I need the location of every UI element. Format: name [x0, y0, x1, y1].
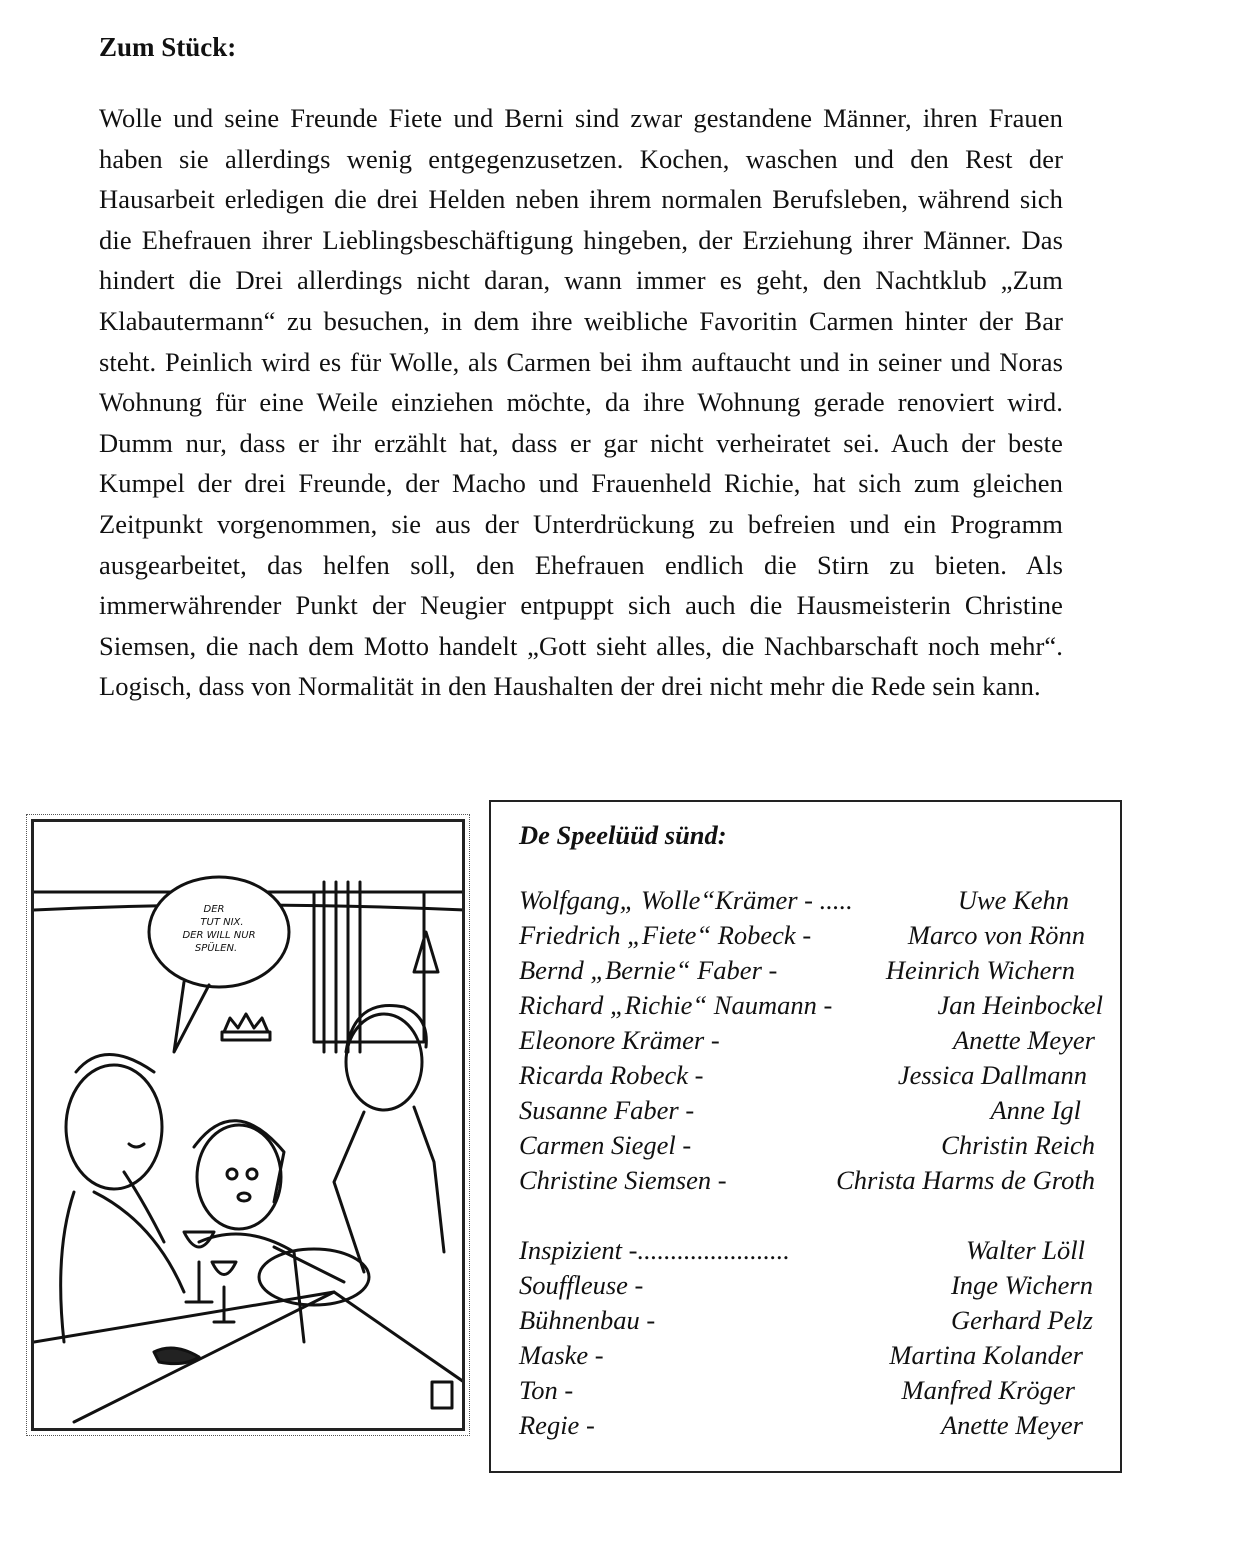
cast-role: Eleonore Krämer -	[519, 1025, 720, 1055]
crew-member: Walter Löll	[965, 1235, 1085, 1265]
crew-role: Ton -	[519, 1375, 574, 1405]
cast-actor: Uwe Kehn	[957, 885, 1069, 915]
cartoon-illustration	[26, 814, 470, 1436]
synopsis-paragraph: Wolle und seine Freunde Fiete und Berni sind zwar gestandene Männer, ihren Frauen haben sie allerdings wenig entgegenzusetzen. Kochen, waschen und den Rest der Hausarbeit erledigen die drei Helden neben ihrem normalen Berufsleben, während sich die Ehefrauen ihrer Lieblingsbeschäftigung hingeben, der Erziehung ihrer Männer. Das hindert die Drei allerdings nicht daran, wann immer es geht, den Nachtklub „Zum Klabautermann“ zu besuchen, in dem ihre weibliche Favoritin Carmen hinter der Bar steht. Peinlich wird es für Wolle, als Carmen bei ihm auftaucht und in seiner und Noras Wohnung für eine Weile einziehen möchte, da ihre Wohnung gerade renoviert wird. Dumm nur, dass er ihr erzählt hat, dass er gar nicht verheiratet sei. Auch der beste Kumpel der drei Freunde, der Macho und Frauenheld Richie, hat sich zum gleichen Zeitpunkt vorgenommen, sie aus der Unterdrückung zu befreien und ein Programm ausgearbeitet, das helfen soll, den Ehefrauen endlich die Stirn zu bieten. Als immerwährender Punkt der Neugier entpuppt sich auch die Hausmeisterin Christine Siemsen, die nach dem Motto handelt „Gott sieht alles, die Nachbarschaft noch mehr“. Logisch, dass von Normalität in den Haushalten der drei nicht mehr die Rede sein kann.	[99, 103, 1063, 702]
cast-title: De Speelüüd sünd:	[519, 820, 727, 850]
cast-actor: Jan Heinbockel	[937, 990, 1103, 1020]
speech-line-1: DER	[203, 904, 225, 915]
crew-row	[519, 1375, 1099, 1410]
crew-role: Regie -	[519, 1410, 595, 1440]
crew-member: Manfred Kröger	[901, 1375, 1075, 1405]
cast-row	[519, 955, 1099, 990]
cartoon-drawing	[34, 822, 464, 1430]
cast-actor: Marco von Rönn	[907, 920, 1085, 950]
crew-role: Inspizient -.......................	[519, 1235, 790, 1265]
cast-actor: Heinrich Wichern	[885, 955, 1075, 985]
crew-row	[519, 1305, 1099, 1340]
section-heading: Zum Stück:	[99, 32, 237, 62]
cast-role: Susanne Faber -	[519, 1095, 695, 1125]
speech-line-4: SPÜLEN.	[194, 943, 238, 954]
cast-row	[519, 885, 1099, 920]
cast-role: Ricarda Robeck -	[519, 1060, 704, 1090]
cast-actor: Christin Reich	[941, 1130, 1095, 1160]
crew-member: Martina Kolander	[889, 1340, 1083, 1370]
cast-actor: Anne Igl	[990, 1095, 1081, 1125]
speech-line-2: TUT NIX.	[200, 917, 244, 928]
cast-list-box	[489, 800, 1122, 1473]
cast-row	[519, 1060, 1099, 1095]
cast-role: Carmen Siegel -	[519, 1130, 692, 1160]
crew-row	[519, 1270, 1099, 1305]
crew-row	[519, 1235, 1099, 1270]
crew-member: Gerhard Pelz	[950, 1305, 1093, 1335]
crew-member: Anette Meyer	[941, 1410, 1083, 1440]
crew-row	[519, 1410, 1099, 1445]
crew-role: Bühnenbau -	[519, 1305, 656, 1335]
cast-role: Christine Siemsen -	[519, 1165, 727, 1195]
cast-row	[519, 920, 1099, 955]
crew-row	[519, 1340, 1099, 1375]
cast-role: Bernd „Bernie“ Faber -	[519, 955, 778, 985]
crew-member: Inge Wichern	[950, 1270, 1093, 1300]
crew-role: Souffleuse -	[519, 1270, 644, 1300]
cast-row	[519, 1095, 1099, 1130]
cast-role: Richard „Richie“ Naumann -	[519, 990, 833, 1020]
cast-row	[519, 990, 1103, 1025]
crew-role: Maske -	[519, 1340, 604, 1370]
cast-role: Wolfgang„ Wolle“Krämer - .....	[519, 885, 853, 915]
cast-row	[519, 1130, 1099, 1165]
cast-actor: Jessica Dallmann	[897, 1060, 1087, 1090]
speech-line-3: DER WILL NUR	[182, 930, 256, 941]
cast-row	[519, 1025, 1099, 1060]
cast-role: Friedrich „Fiete“ Robeck -	[519, 920, 812, 950]
cast-actor: Anette Meyer	[953, 1025, 1095, 1055]
cast-actor: Christa Harms de Groth	[836, 1165, 1095, 1195]
cast-row	[519, 1165, 1099, 1200]
